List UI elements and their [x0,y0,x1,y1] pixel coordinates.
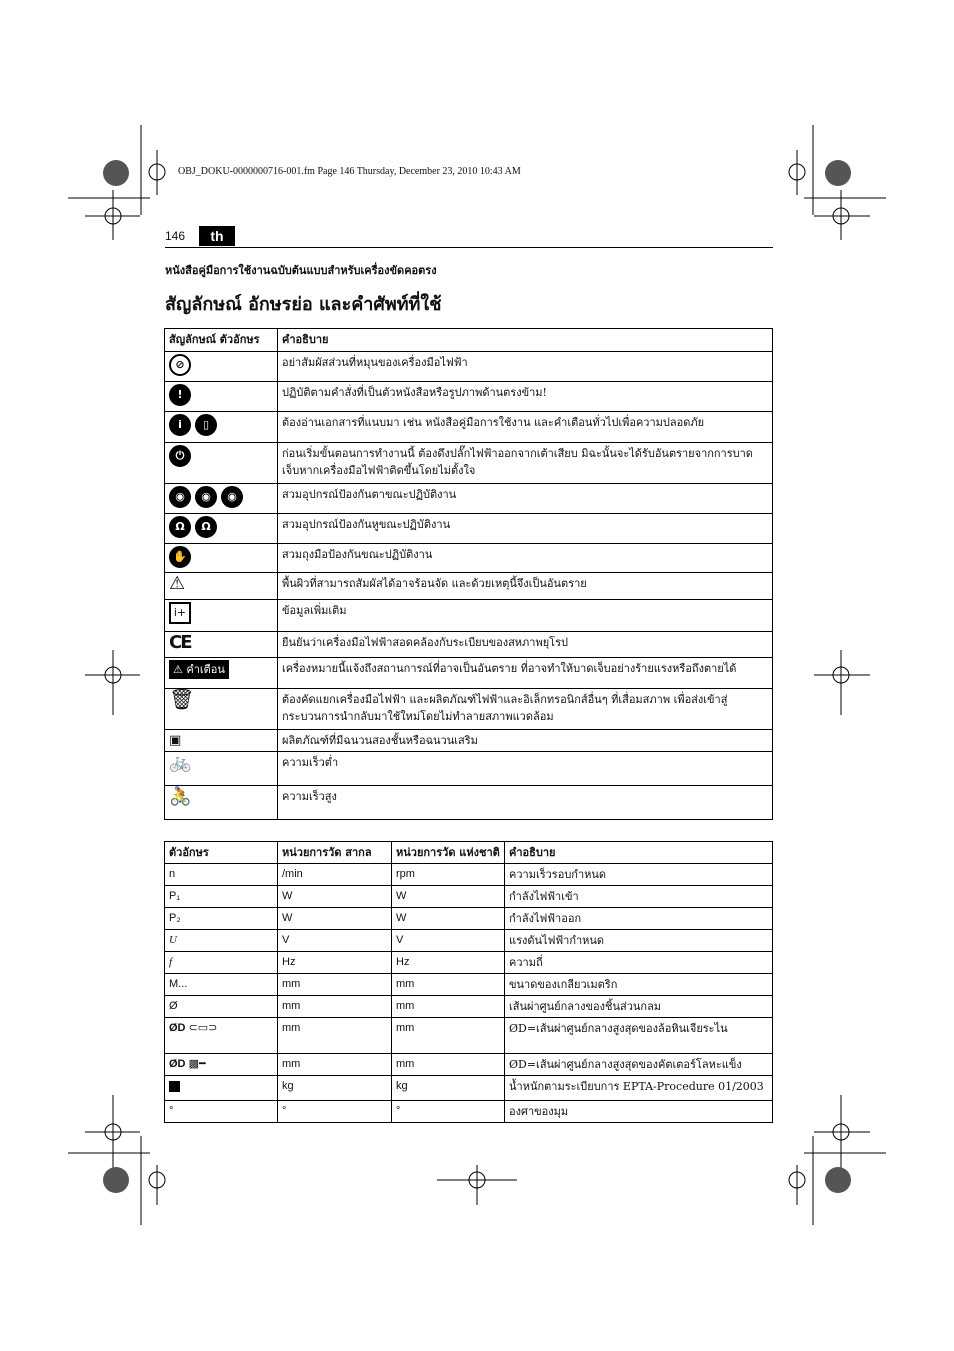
si-unit: Hz [278,952,392,974]
symbol-desc: ต้องอ่านเอกสารที่แนบมา เช่น หนังสือคู่มือการใช้งาน และคำเตือนทั่วไปเพื่อความปลอดภัย [278,412,773,443]
si-unit: mm [278,974,392,996]
warning-label-icon: ⚠ คำเตือน [169,660,229,679]
national-unit: mm [392,996,505,1018]
si-unit: ° [278,1101,392,1123]
double-insulation-icon: ▣ [169,733,182,748]
grinding-wheel-diameter-icon: ØD ⊂▭⊃ [165,1018,278,1054]
symbol-desc: ความเร็วต่ำ [278,752,773,786]
unit-symbol: P₂ [165,908,278,930]
symbol-desc: อย่าสัมผัสส่วนที่หมุนของเครื่องมือไฟฟ้า [278,352,773,382]
symbol-desc: ข้อมูลเพิ่มเติม [278,600,773,632]
print-header: OBJ_DOKU-0000000716-001.fm Page 146 Thursday, December 23, 2010 10:43 AM [178,166,521,177]
si-unit: W [278,886,392,908]
national-unit: W [392,886,505,908]
unit-desc: แรงดันไฟฟ้ากำหนด [505,930,773,952]
unit-desc: น้ำหนักตามระเบียบการ EPTA-Procedure 01/2003 [505,1076,773,1101]
national-unit: mm [392,1018,505,1054]
national-unit: ° [392,1101,505,1123]
info-icon: i+ [169,602,191,624]
symbol-desc: ต้องคัดแยกเครื่องมือไฟฟ้า และผลิตภัณฑ์ไฟฟ้าและอิเล็กทรอนิกส์อื่นๆ ที่เสื่อมสภาพ เพื่อส่งเข้าสู่กระบวนการนำกลับมาใช้ใหม่โดยไม่ทำลายสภาพแวดล้อม [278,689,773,730]
national-unit: rpm [392,864,505,886]
col-header-symbol: สัญลักษณ์ ตัวอักษร [165,329,278,352]
header-rule [165,247,773,248]
high-speed-icon: 🚴 [169,786,192,807]
document-subtitle: หนังสือคู่มือการใช้งานฉบับต้นแบบสำหรับเครื่องขัดคอตรง [165,264,437,277]
page-number: 146 [165,229,186,243]
symbol-desc: สวมอุปกรณ์ป้องกันหูขณะปฏิบัติงาน [278,514,773,544]
section-heading: สัญลักษณ์ อักษรย่อ และคำศัพท์ที่ใช้ [165,294,442,315]
units-table [164,841,773,1123]
ce-mark-icon: CE [169,632,191,653]
symbol-desc: ก่อนเริ่มขั้นตอนการทำงานนี้ ต้องดึงปลั๊กไฟฟ้าออกจากเต้าเสียบ มิฉะนั้นจะได้รับอันตรายจากการบาดเจ็บหากเครื่องมือไฟฟ้าติดขึ้นโดยไม่ตั้งใจ [278,443,773,484]
symbol-desc: พื้นผิวที่สามารถสัมผัสได้อาจร้อนจัด และด้วยเหตุนี้จึงเป็นอันตราย [278,573,773,600]
unit-desc: กำลังไฟฟ้าออก [505,908,773,930]
gloves-icon: ✋ [169,546,191,568]
si-unit: mm [278,996,392,1018]
unit-desc: เส้นผ่าศูนย์กลางของชิ้นส่วนกลม [505,996,773,1018]
symbol-desc: สวมถุงมือป้องกันขณะปฏิบัติงาน [278,544,773,573]
unit-symbol: ° [165,1101,278,1123]
national-unit: V [392,930,505,952]
si-unit: V [278,930,392,952]
unit-desc: ความถี่ [505,952,773,974]
national-unit: Hz [392,952,505,974]
col-header-national-unit: หน่วยการวัด แห่งชาติ [392,842,505,864]
unit-symbol: f [165,952,278,974]
unit-desc: ขนาดของเกลียวเมตริก [505,974,773,996]
national-unit: kg [392,1076,505,1101]
language-tag: th [199,226,235,246]
goggles-icon: ◉ [195,486,217,508]
symbol-desc: ผลิตภัณฑ์ที่มีฉนวนสองชั้นหรือฉนวนเสริม [278,730,773,752]
unit-desc: กำลังไฟฟ้าเข้า [505,886,773,908]
weee-bin-icon: 🗑 [169,687,195,711]
ear-muffs-icon: Ω [195,516,217,538]
unplug-icon: ⏻ [169,445,191,467]
si-unit: /min [278,864,392,886]
no-touch-rotating-icon: ⊘ [169,354,191,376]
col-header-si-unit: หน่วยการวัด สากล [278,842,392,864]
ear-protection-icon: Ω [169,516,191,538]
unit-symbol: Ø [165,996,278,1018]
col-header-letter: ตัวอักษร [165,842,278,864]
col-header-description: คำอธิบาย [278,329,773,352]
weight-icon [165,1076,278,1101]
symbol-desc: สวมอุปกรณ์ป้องกันตาขณะปฏิบัติงาน [278,484,773,514]
slow-speed-icon: 🚲 [169,752,192,773]
exclamation-icon: ! [169,384,191,406]
unit-desc: ØD=เส้นผ่าศูนย์กลางสูงสุดของล้อหินเจียระไน [505,1018,773,1054]
symbols-table [164,328,773,820]
hot-surface-icon: ⚠ [169,573,186,594]
unit-symbol: P₁ [165,886,278,908]
si-unit: mm [278,1054,392,1076]
si-unit: kg [278,1076,392,1101]
unit-symbol: M... [165,974,278,996]
symbol-desc: ความเร็วสูง [278,786,773,820]
symbol-desc: ปฏิบัติตามคำสั่งที่เป็นตัวหนังสือหรือรูปภาพด้านตรงข้าม! [278,382,773,412]
unit-desc: ØD=เส้นผ่าศูนย์กลางสูงสุดของคัตเตอร์โลหะแข็ง [505,1054,773,1076]
cutter-diameter-icon: ØD ▩━ [165,1054,278,1076]
symbol-desc: ยืนยันว่าเครื่องมือไฟฟ้าสอดคล้องกับระเบียบของสหภาพยุโรป [278,632,773,658]
face-shield-icon: ◉ [221,486,243,508]
read-manual-icon: i [169,414,191,436]
col-header-desc: คำอธิบาย [505,842,773,864]
book-icon: ▯ [195,414,217,436]
unit-desc: ความเร็วรอบกำหนด [505,864,773,886]
national-unit: mm [392,1054,505,1076]
si-unit: W [278,908,392,930]
warning-label-text: คำเตือน [186,663,225,676]
unit-desc: องศาของมุม [505,1101,773,1123]
eye-protection-icon: ◉ [169,486,191,508]
national-unit: mm [392,974,505,996]
unit-symbol: U [165,930,278,952]
symbol-desc: เครื่องหมายนี้แจ้งถึงสถานการณ์ที่อาจเป็นอันตราย ที่อาจทำให้บาดเจ็บอย่างร้ายแรงหรือถึงตายได้ [278,658,773,689]
si-unit: mm [278,1018,392,1054]
national-unit: W [392,908,505,930]
unit-symbol: n [165,864,278,886]
